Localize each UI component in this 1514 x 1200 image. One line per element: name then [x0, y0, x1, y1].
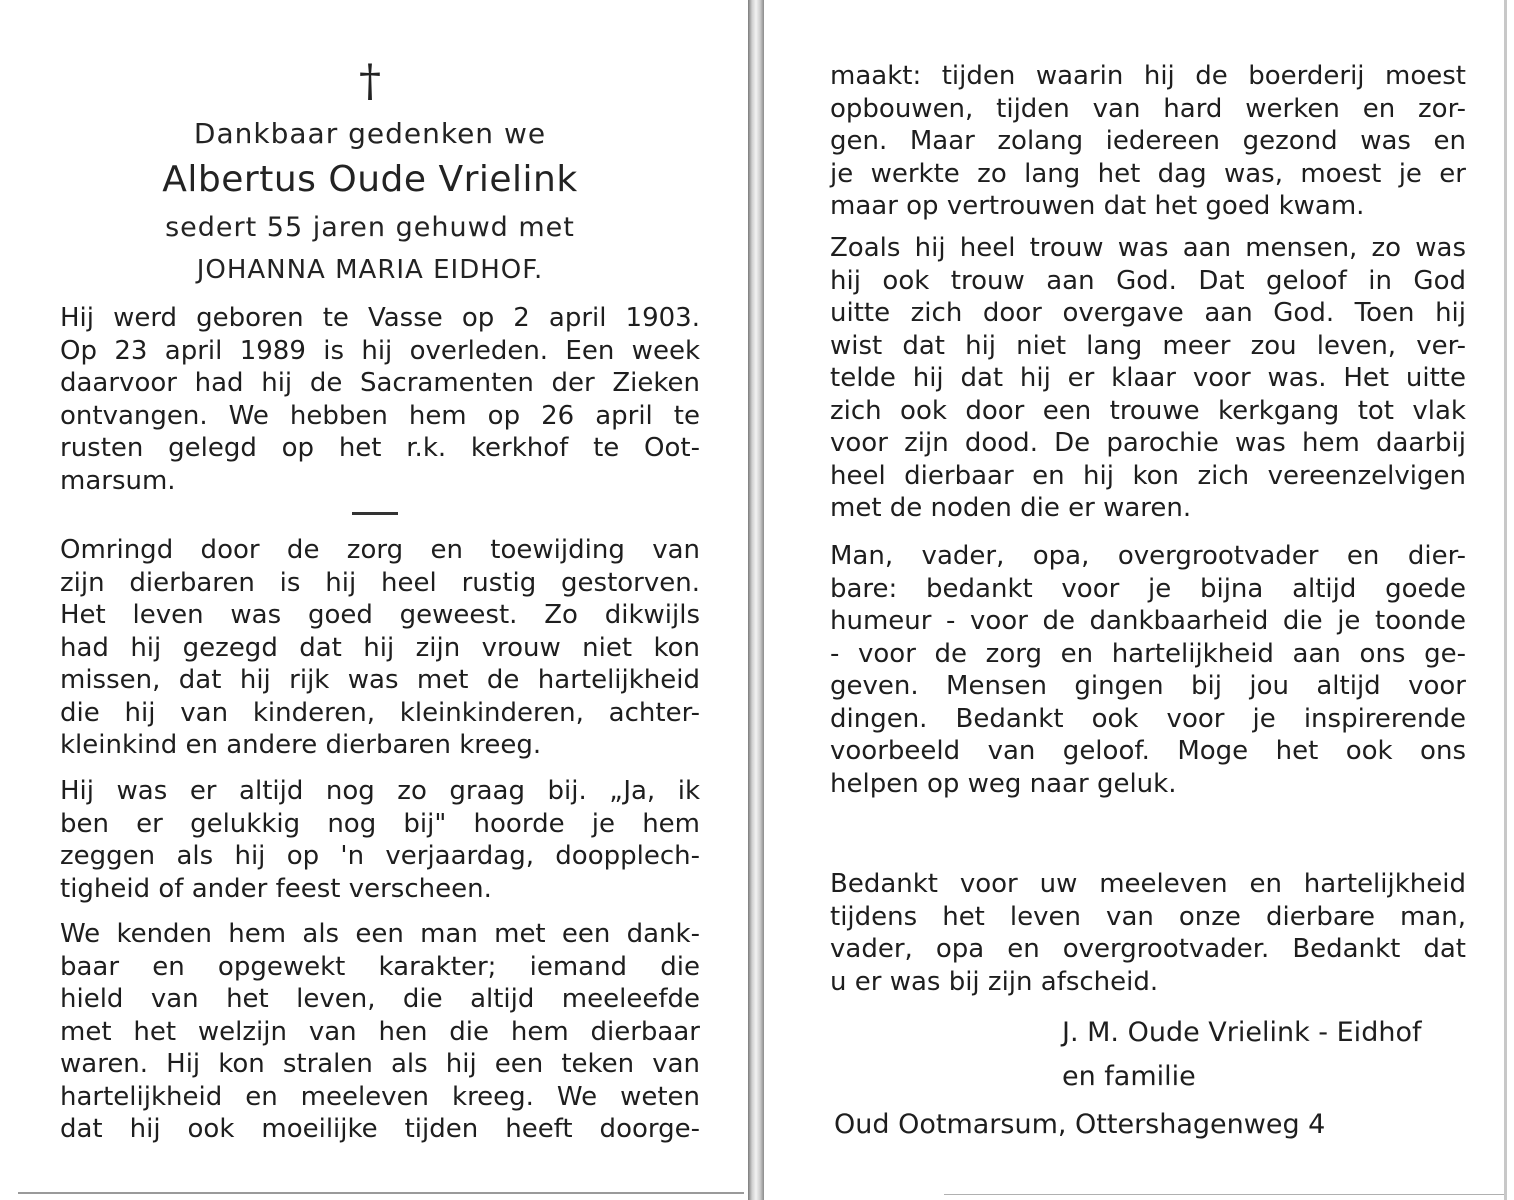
text-line: die hij van kinderen, kleinkinderen, achter-: [60, 697, 700, 728]
left-paragraph-1: [60, 302, 700, 497]
page-bottom-edge: [944, 1194, 1504, 1195]
text-line: wist dat hij niet lang meer zou leven, ver-: [830, 330, 1466, 361]
intro-line: Dankbaar gedenken we: [193, 117, 547, 150]
text-line: kleinkind en andere dierbaren kreeg.: [60, 730, 542, 760]
text-line: hartelijkheid en meeleven kreeg. We weten: [60, 1081, 700, 1112]
text-line: humeur - voor de dankbaarheid die je toonde: [830, 606, 1466, 636]
text-line: rusten gelegd op het r.k. kerkhof te Oot-: [60, 433, 700, 463]
page-bottom-edge: [18, 1192, 744, 1194]
text-line: missen, dat hij rijk was met de hartelijkheid: [60, 665, 700, 695]
text-line: maakt: tijden waarin hij de boerderij moest: [830, 61, 1466, 91]
text-line: had hij gezegd dat hij zijn vrouw niet kon: [60, 632, 700, 663]
text-line: u er was bij zijn afscheid.: [830, 966, 1159, 997]
text-line: ben er gelukkig nog bij" hoorde je hem: [60, 808, 700, 839]
marriage-line: sedert 55 jaren gehuwd met: [165, 212, 575, 243]
text-line: met het welzijn van hen die hem dierbaar: [60, 1016, 700, 1047]
text-line: tigheid of ander feest verscheen.: [60, 873, 492, 904]
left-page: [0, 0, 748, 1200]
text-line: Omringd door de zorg en toewijding van: [60, 535, 700, 565]
text-line: voor zijn dood. De parochie was hem daarbij: [830, 428, 1466, 458]
text-line: ontvangen. We hebben hem op 26 april te: [60, 400, 700, 431]
text-line: telde hij dat hij er klaar voor was. Het uitte: [830, 363, 1466, 393]
text-line: vader, opa en overgrootvader. Bedankt dat: [830, 934, 1466, 964]
text-line: maar op vertrouwen dat het goed kwam.: [830, 191, 1365, 221]
text-line: Hij was er altijd nog zo graag bij. „Ja, ik: [60, 776, 700, 806]
text-line: helpen op weg naar geluk.: [830, 768, 1177, 799]
cross-symbol: †: [359, 56, 381, 107]
text-line: voorbeeld van geloof. Moge het ook ons: [830, 736, 1466, 766]
text-line: marsum.: [60, 465, 176, 496]
text-line: zeggen als hij op 'n verjaardag, doopplech-: [60, 841, 700, 871]
text-line: dingen. Bedankt ook voor je inspirerende: [830, 703, 1466, 734]
left-paragraph-4: [60, 918, 700, 1146]
right-paragraph-2: [830, 232, 1466, 525]
signature-name: J. M. Oude Vrielink - Eidhof: [1062, 1017, 1422, 1048]
text-line: hij ook trouw aan God. Dat geloof in God: [830, 265, 1466, 296]
deceased-name: Albertus Oude Vrielink: [162, 159, 578, 200]
right-paragraph-3: [830, 540, 1466, 800]
text-line: waren. Hij kon stralen als hij een teken van: [60, 1049, 700, 1079]
text-line: bare: bedankt voor je bijna altijd goede: [830, 573, 1466, 604]
text-line: Hij werd geboren te Vasse op 2 april 1903.: [60, 303, 700, 333]
text-line: gen. Maar zolang iedereen gezond was en: [830, 126, 1466, 156]
left-paragraph-3: [60, 775, 700, 905]
text-line: Man, vader, opa, overgrootvader en dier-: [830, 541, 1466, 571]
right-paragraph-4: [830, 868, 1466, 998]
text-line: baar en opgewekt karakter; iemand die: [60, 951, 700, 982]
text-line: je werkte zo lang het dag was, moest je er: [830, 158, 1466, 189]
text-line: opbouwen, tijden van hard werken en zor-: [830, 93, 1466, 124]
text-line: Op 23 april 1989 is hij overleden. Een week: [60, 335, 700, 366]
text-line: daarvoor had hij de Sacramenten der Zieken: [60, 368, 700, 398]
text-line: zijn dierbaren is hij heel rustig gestorven.: [60, 567, 700, 598]
text-line: Het leven was goed geweest. Zo dikwijls: [60, 600, 700, 630]
separator-dash: [352, 512, 398, 515]
text-line: heel dierbaar en hij kon zich vereenzelvigen: [830, 460, 1466, 491]
page-fold-gutter: [748, 0, 764, 1200]
signature-family: en familie: [1062, 1061, 1196, 1092]
text-line: tijdens het leven van onze dierbare man,: [830, 901, 1466, 932]
text-line: met de noden die er waren.: [830, 493, 1192, 523]
page-right-edge: [1504, 0, 1507, 1200]
spouse-name: JOHANNA MARIA EIDHOF.: [196, 255, 544, 285]
text-line: dat hij ook moeilijke tijden heeft doorge-: [60, 1114, 700, 1144]
left-paragraph-2: [60, 534, 700, 762]
text-line: geven. Mensen gingen bij jou altijd voor: [830, 671, 1466, 701]
text-line: hield van het leven, die altijd meeleefde: [60, 984, 700, 1014]
text-line: zich ook door een trouwe kerkgang tot vlak: [830, 395, 1466, 426]
text-line: Zoals hij heel trouw was aan mensen, zo was: [830, 233, 1466, 263]
text-line: We kenden hem als een man met een dank-: [60, 919, 700, 949]
text-line: uitte zich door overgave aan God. Toen hij: [830, 298, 1466, 328]
address-line: Oud Ootmarsum, Ottershagenweg 4: [834, 1109, 1326, 1140]
right-paragraph-1: [830, 60, 1466, 223]
text-line: - voor de zorg en hartelijkheid aan ons ge-: [830, 638, 1466, 669]
text-line: Bedankt voor uw meeleven en hartelijkheid: [830, 869, 1466, 899]
